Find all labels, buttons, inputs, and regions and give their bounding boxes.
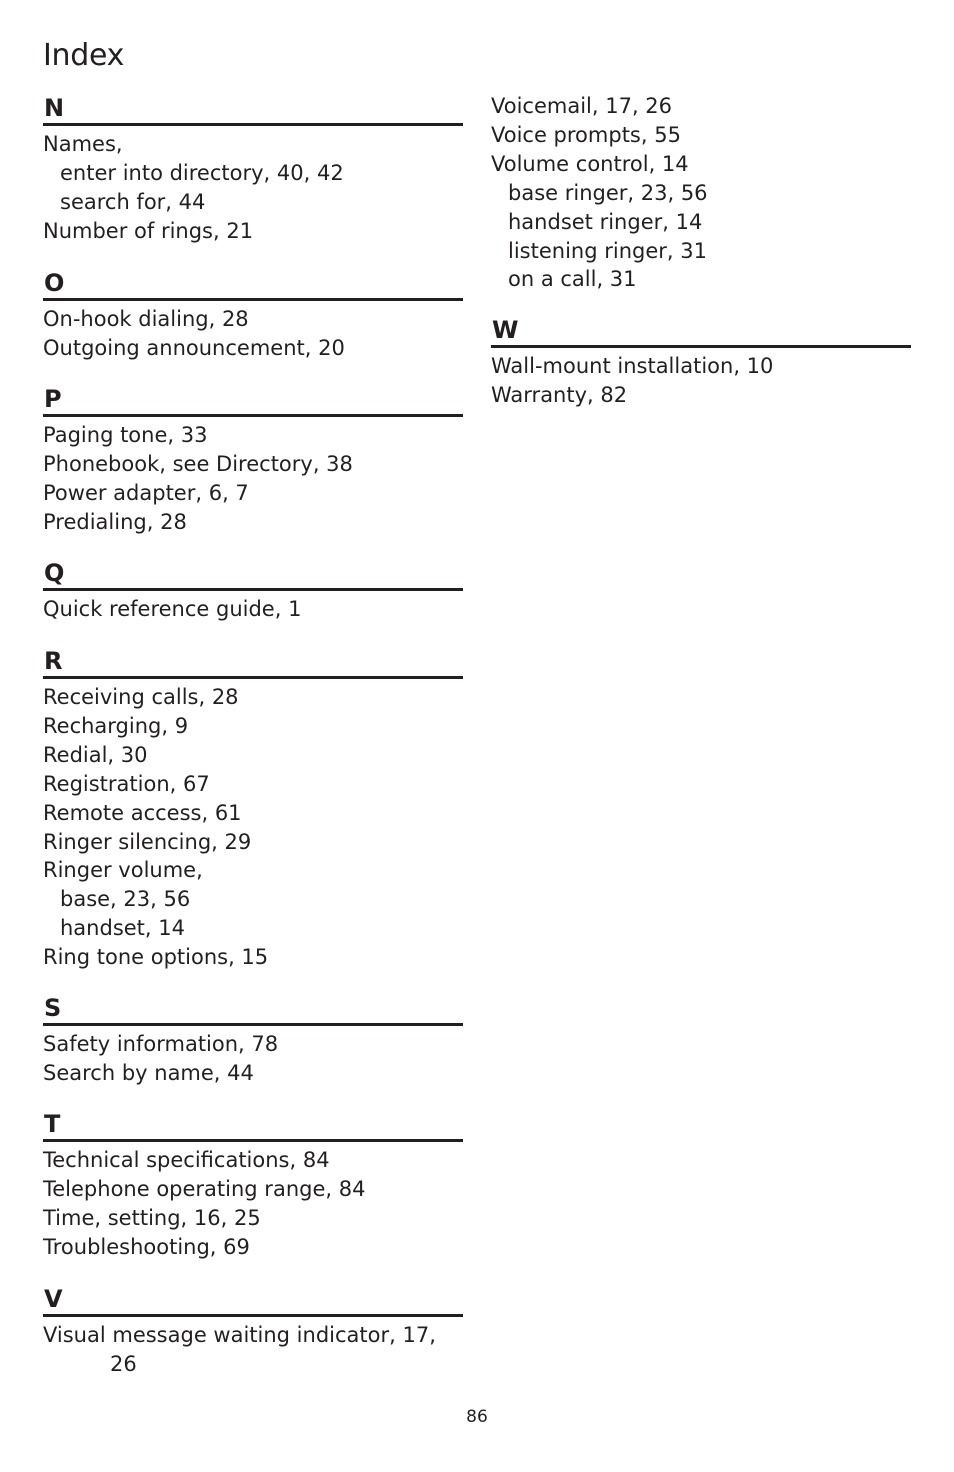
index-section-t (43, 1109, 463, 1262)
index-entry: Search by name, 44 (43, 1060, 254, 1085)
index-subentry: enter into directory, 40, 42 (60, 160, 344, 185)
index-subentry: handset, 14 (60, 916, 185, 941)
section-divider (43, 123, 463, 126)
index-subentry: handset ringer, 14 (508, 209, 703, 234)
section-letter: N (44, 94, 65, 122)
section-letter: W (492, 316, 519, 344)
index-entry: Ringer volume, (43, 858, 203, 883)
index-entry: Visual message waiting indicator, 17, (43, 1323, 436, 1347)
index-section-o (43, 268, 463, 363)
index-entry: Paging tone, 33 (43, 423, 208, 447)
section-letter: S (44, 994, 62, 1022)
index-entry: Warranty, 82 (491, 382, 628, 407)
index-entry: Names, (43, 132, 123, 156)
section-divider (43, 1139, 463, 1142)
index-entry: Troubleshooting, 69 (43, 1234, 250, 1259)
index-subentry: search for, 44 (60, 189, 206, 214)
index-entry: Wall-mount installation, 10 (491, 354, 774, 378)
index-entry: Redial, 30 (43, 742, 148, 767)
index-section-v-continued (491, 92, 911, 294)
index-entry: Receiving calls, 28 (43, 685, 239, 709)
section-divider (43, 298, 463, 301)
index-entry: Telephone operating range, 84 (43, 1176, 366, 1201)
index-entry: Remote access, 61 (43, 800, 242, 825)
section-letter: O (44, 269, 65, 297)
index-entry: Safety information, 78 (43, 1032, 279, 1056)
index-section-q (43, 558, 463, 624)
index-entry: Volume control, 14 (491, 151, 689, 176)
section-divider (43, 414, 463, 417)
index-entry: Outgoing announcement, 20 (43, 335, 345, 360)
index-entry-continuation: 26 (110, 1351, 137, 1376)
section-divider (491, 345, 911, 348)
index-entry: Registration, 67 (43, 771, 210, 796)
section-divider (43, 1314, 463, 1317)
index-section-r (43, 646, 463, 972)
section-letter: Q (44, 559, 65, 587)
index-subentry: on a call, 31 (508, 267, 637, 292)
index-entry: Voicemail, 17, 26 (491, 94, 673, 118)
index-section-p (43, 384, 463, 537)
index-entry: Predialing, 28 (43, 509, 187, 534)
index-entry: Recharging, 9 (43, 713, 189, 738)
index-entry: Phonebook, see Directory, 38 (43, 451, 353, 476)
section-letter: T (44, 1110, 61, 1138)
section-divider (43, 588, 463, 591)
section-letter: P (44, 385, 62, 413)
index-section-n (43, 93, 463, 246)
index-entry: Technical specifications, 84 (43, 1148, 330, 1172)
section-letter: V (44, 1285, 63, 1313)
index-entry: On-hook dialing, 28 (43, 307, 249, 331)
index-entry: Ringer silencing, 29 (43, 829, 252, 854)
section-letter: R (44, 647, 63, 675)
index-entry: Time, setting, 16, 25 (43, 1205, 261, 1230)
index-entry: Voice prompts, 55 (491, 122, 681, 147)
index-section-v (43, 1284, 463, 1379)
index-subentry: base ringer, 23, 56 (508, 180, 708, 205)
index-entry: Quick reference guide, 1 (43, 597, 302, 621)
index-entry: Power adapter, 6, 7 (43, 480, 249, 505)
index-section-w (491, 315, 911, 410)
section-divider (43, 676, 463, 679)
index-section-s (43, 993, 463, 1088)
page-number: 86 (466, 1407, 488, 1427)
index-entry: Ring tone options, 15 (43, 945, 269, 970)
index-subentry: listening ringer, 31 (508, 238, 707, 263)
page-title: Index (43, 38, 125, 73)
index-subentry: base, 23, 56 (60, 887, 191, 912)
section-divider (43, 1023, 463, 1026)
index-entry: Number of rings, 21 (43, 218, 254, 243)
